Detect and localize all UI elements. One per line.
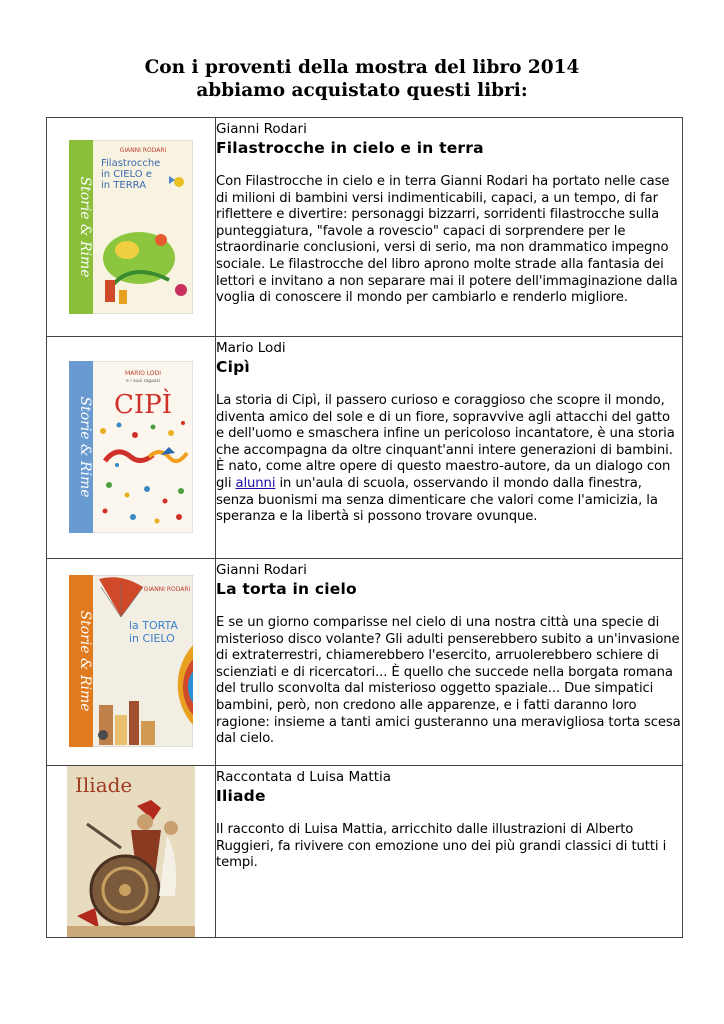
book-title: La torta in cielo (216, 580, 357, 598)
book-row (47, 337, 683, 559)
cover-series-text: Storie & Rime (77, 610, 93, 712)
book-row (47, 559, 683, 766)
book-title: Filastrocche in cielo e in terra (216, 139, 484, 157)
cover-author-text: e i suoi ragazzi (126, 379, 160, 384)
book-description-text: in un'aula di scuola, osservando il mondo dalla finestra, senza buonismi ma senza dimenticare che valori come l'amicizia, la speranza e la libertà si possono trovare ovunque. (216, 475, 658, 525)
book-description-text: La storia di Cipì, il passero curioso e coraggioso che scopre il mondo, diventa amico del sole e di un fiore, sopravvive agli attacchi del gatto e dell'uomo e smaschera infine un pericoloso incantatore, è una storia che accompagna da oltre cinquant'anni intere generazioni di bambini. È nato, come altre opere di questo maestro-autore, da un dialogo con gli (216, 393, 675, 491)
cover-series-text: Storie & Rime (77, 176, 93, 278)
cover-series-text: Storie & Rime (77, 396, 93, 498)
alunni-link[interactable]: alunni (235, 475, 276, 491)
book-author: Raccontata d Luisa Mattia (216, 769, 392, 785)
book-author: Gianni Rodari (216, 562, 307, 578)
book-cover-torta-in-cielo (69, 575, 193, 747)
cover-cell (47, 766, 216, 938)
book-cover-filastrocche (69, 140, 193, 314)
book-description: E se un giorno comparisse nel cielo di una nostra città una specie di misterioso disco volante? Gli adulti penserebbero subito a un'invasione di extraterrestri, chiamerebbero l'esercito, arruolerebbero schiere di scienziati e di ricercatori... È quello che succede nella borgata romana del trullo sconvolta dal misterioso oggetto spaziale... Due simpatici bambini, però, non credono alle apparenze, e i fatti daranno loro ragione: insieme a tanti amici gusteranno una meravigliosa torta scesa dal cielo. (216, 615, 681, 747)
cover-title-line: la TORTA (129, 619, 178, 632)
cover-title-line: in CIELO (129, 632, 175, 645)
cover-cell (47, 559, 216, 766)
cover-title-text: CIPÌ (114, 390, 172, 420)
book-text-cell (216, 118, 683, 337)
cover-title-line: Filastrocche (101, 158, 161, 169)
book-description: Il racconto di Luisa Mattia, arricchito dalle illustrazioni di Alberto Ruggieri, fa rivivere con emozione uno dei più grandi classici di tutti i tempi. (216, 822, 667, 871)
book-cover-cipi (69, 361, 193, 533)
cover-author-text: GIANNI RODARI (143, 586, 191, 593)
book-cover-iliade (67, 766, 195, 937)
cover-title-line: in CIELO e (101, 169, 152, 180)
cover-title-text: Iliade (75, 773, 133, 797)
cover-author-text: GIANNI RODARI (119, 147, 167, 154)
book-text-cell (216, 766, 683, 938)
book-description (216, 393, 682, 526)
book-author: Mario Lodi (216, 340, 286, 356)
book-title: Iliade (216, 787, 266, 805)
books-table (46, 117, 683, 938)
book-text-cell (216, 559, 683, 766)
book-text-cell (216, 337, 683, 559)
book-author: Gianni Rodari (216, 121, 307, 137)
page-title (0, 56, 724, 102)
cover-title-line: in TERRA (101, 180, 147, 191)
cover-cell (47, 118, 216, 337)
book-title: Cipì (216, 358, 250, 376)
page-title-line-1: Con i proventi della mostra del libro 2014 (144, 57, 580, 78)
cover-author-text: MARIO LODI (124, 370, 162, 377)
book-row (47, 766, 683, 938)
page-title-line-2: abbiamo acquistato questi libri: (196, 80, 528, 101)
book-description: Con Filastrocche in cielo e in terra Gianni Rodari ha portato nelle case di milioni di bambini versi indimenticabili, capaci, a un tempo, di far riflettere e divertire: personaggi bizzarri, sorridenti filastrocche sulla punteggiatura, "favole a rovescio" capaci di sorprendere per le straordinarie conclusioni, versi di serio, ma non drammatico impegno sociale. Le filastrocche del libro aprono molte strade alla fantasia dei lettori e invitano a non separare mai il potere dell'immaginazione dalla voglia di conoscere il mondo per cambiarlo e renderlo migliore. (216, 174, 678, 306)
cover-cell (47, 337, 216, 559)
book-row (47, 118, 683, 337)
